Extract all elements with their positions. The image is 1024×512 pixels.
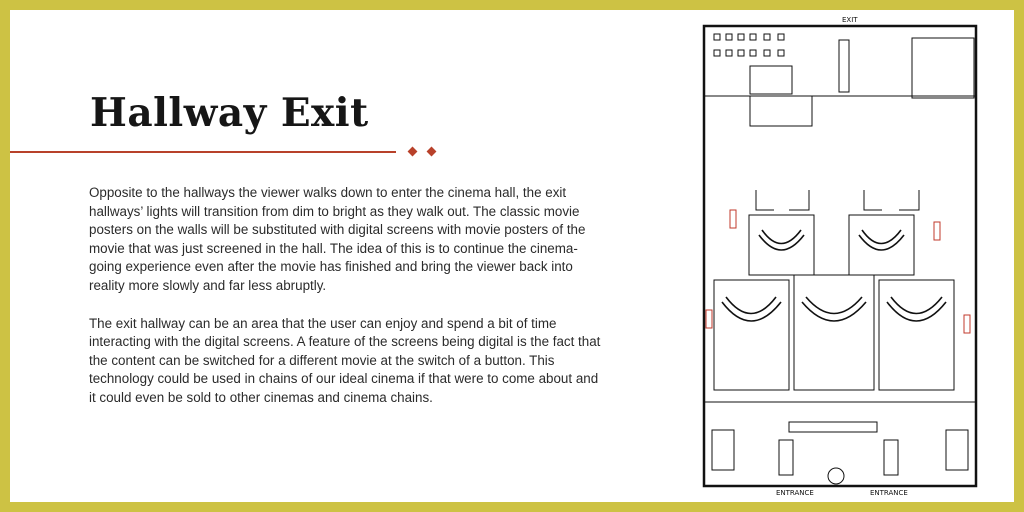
entrance-label-left: ENTRANCE bbox=[776, 489, 814, 497]
cinema-floor-plan bbox=[684, 10, 984, 502]
exit-label: EXIT bbox=[842, 16, 858, 24]
diamond-ornament bbox=[427, 147, 437, 157]
paragraph-1: Opposite to the hallways the viewer walks down to enter the cinema hall, the exit hallways’ lights will transition from dim to bright as they walk out. The classic movie posters on the walls will be substituted with digital screens with movie posters of the movie that was just screened in the hall. The idea of this is to continue the cinema-going experience even after the movie has finished and bring the viewer back into reality more slowly and far less abruptly. bbox=[89, 185, 586, 293]
slide bbox=[10, 10, 1014, 502]
page-title: Hallway Exit bbox=[90, 90, 369, 136]
paragraph-2: The exit hallway can be an area that the user can enjoy and spend a bit of time interacting with the digital screens. A feature of the screens being digital is the fact that the content can be switched for a different movie at the switch of a button. This technology could be used in chains of our ideal cinema if that were to come about and it could even be sold to other cinemas and cinema chains. bbox=[89, 315, 601, 405]
diamond-ornament bbox=[408, 147, 418, 157]
title-divider bbox=[10, 151, 396, 153]
body-text bbox=[89, 184, 601, 427]
entrance-label-right: ENTRANCE bbox=[870, 489, 908, 497]
